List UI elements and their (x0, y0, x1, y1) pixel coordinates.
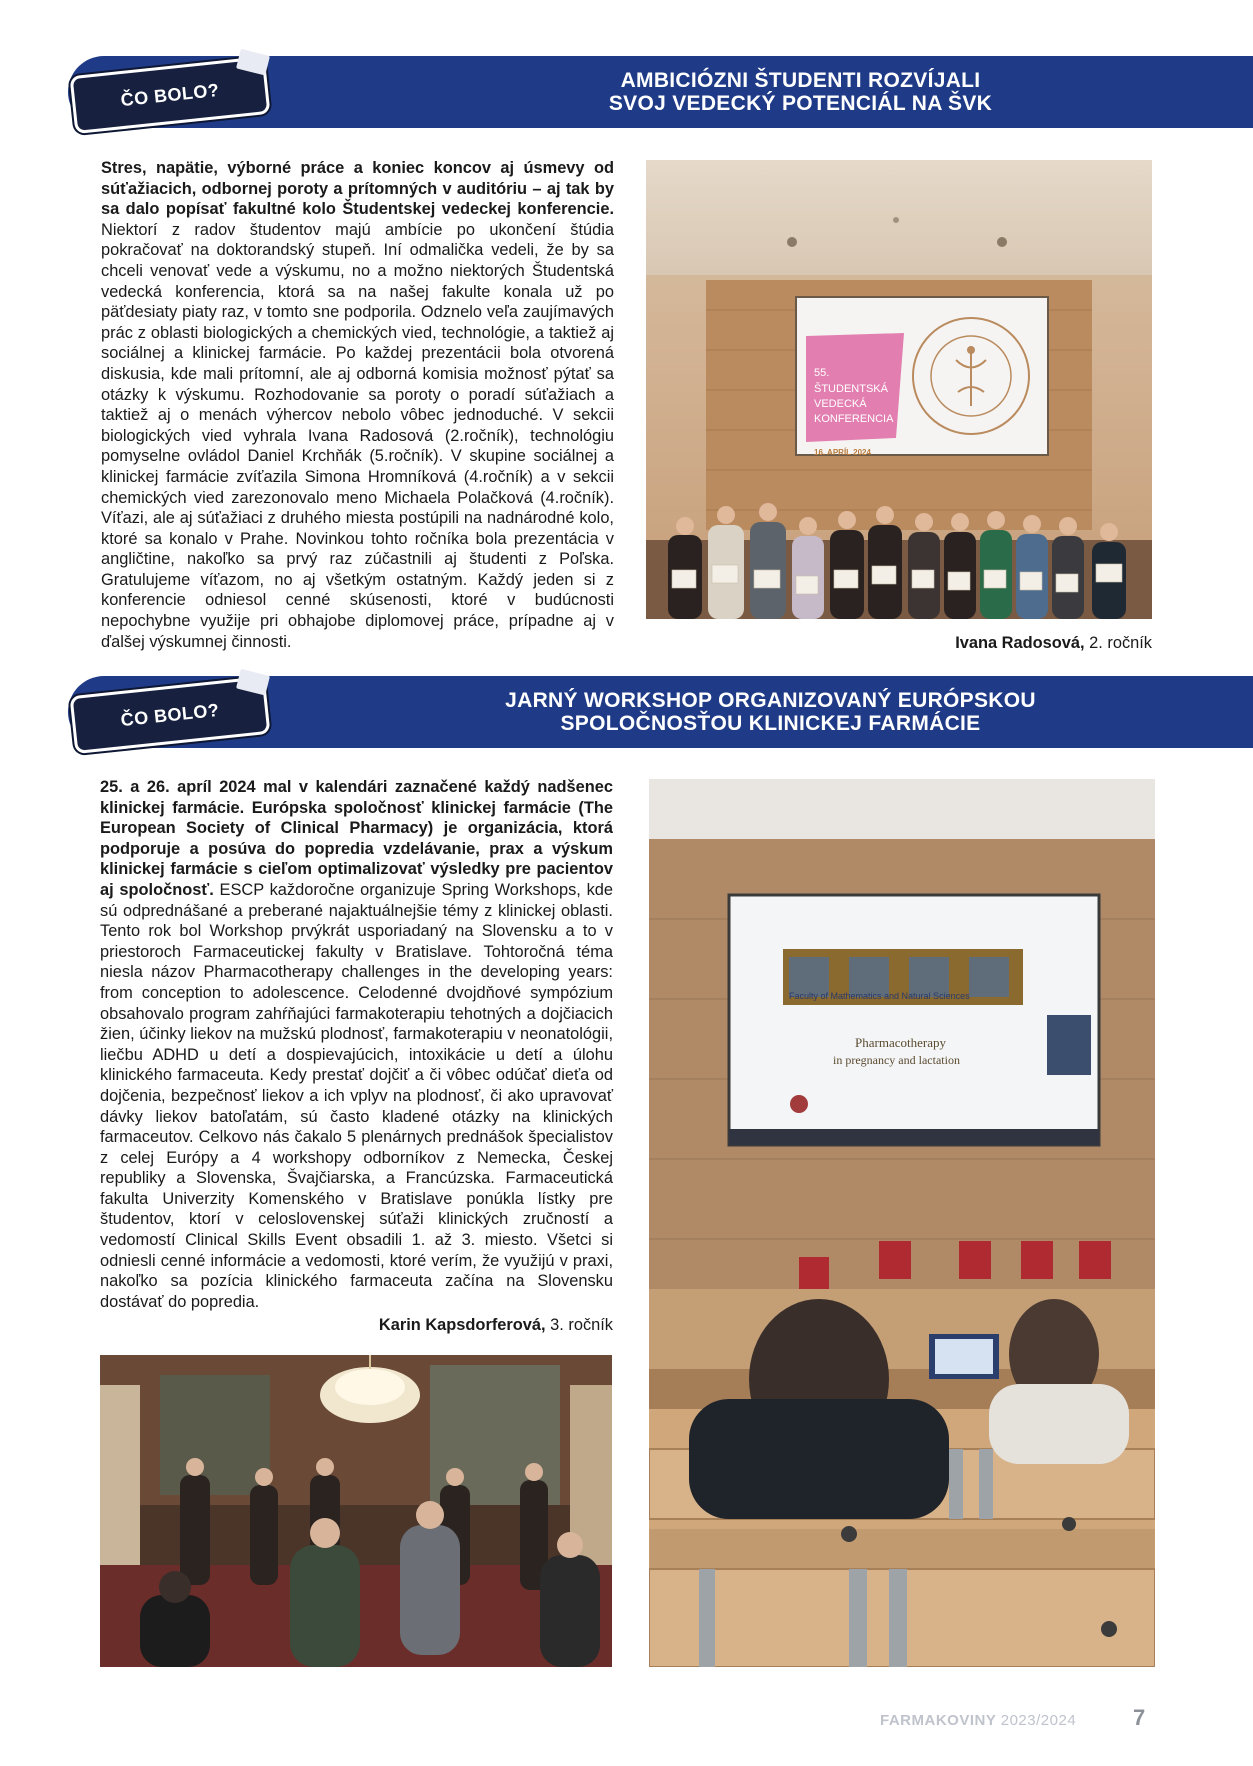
slide-line3: VEDECKÁ (814, 398, 867, 410)
section1-author-year: 2. ročník (1089, 634, 1152, 652)
section2-author-year: 3. ročník (550, 1316, 613, 1334)
section1-title (368, 56, 1233, 128)
section2-lead: 25. a 26. apríl 2024 mal v kalendári zaznačené každý nadšenec klinickej farmácie. Európska spoločnosť klinickej farmácie (The European Society of Clinical Pharmacy) je organizácia, ktorá podporuje a posúva do popredia vzdelávanie, prax a výskum klinickej farmácie s cieľom optimalizovať výsledky pre pacientov aj spoločnosť. (100, 778, 613, 899)
footer-magazine-year: 2023/2024 (1000, 1712, 1077, 1729)
section1-author (880, 634, 1152, 653)
slide-date: 16. APRÍL 2024 (814, 448, 871, 457)
tag-fold-decoration (236, 49, 270, 76)
footer-magazine (880, 1712, 1076, 1729)
conference-photo-svg (646, 160, 1152, 619)
slide-line4: KONFERENCIA (814, 413, 894, 425)
university-logo (790, 1095, 808, 1113)
section1-body: Niektorí z radov študentov majú ambície po ukončení štúdia pokračovať na doktorandský stupeň. Iní odmalička vedeli, že by sa chceli venovať vede a výskumu, no a možno niektorých Študentská vedecká konferencia, ktorá sa na našej fakulte konala už po päťdesiaty piaty raz, v tomto sne podporila. Odznelo veľa zaujímavých prác z oblasti biologických a chemických vied, technológie, a taktiež aj sociálnej a klinickej farmácie. Po každej prezentácii bola otvorená diskusia, kde mali prítomní, ale aj odborná komisia možnosť pýtať sa otázky k výskumu. Rozhodovanie sa poroty o poradí súťažiach a taktiež aj o menách výhercov nebolo vôbec jednoduché. V sekcii biologických vied vyhrala Ivana Radosová (2.ročník), technológiu pomyselne ovládol Daniel Krchňák (5.ročník). V skupine sociálnej a klinickej farmácie zvíťazila Simona Hromníková (4.ročník) a v sekcii chemických vied zarezonovalo meno Michaela Polačková (4.ročník). Víťazi, ale aj súťažiaci z druhého miesta postúpili na nadnárodné kolo, ktoré sa konalo v Prahe. Novinkou tohto ročníka bola prezentácia v angličtine, nakoľko sa prvý raz zúčastnili aj študenti z Poľska. Gratulujeme víťazom, no aj všetkým ostatným. Každý jeden si z konferencie odniesol cenné skúsenosti, ktoré v budúcnosti nepochybne využije pri obhajobe diplomovej práce, prípadne aj v ďalšej výskumnej činnosti. (101, 220, 614, 651)
section2-body: ESCP každoročne organizuje Spring Workshops, kde sú odprednášané a preberané najaktuálnejšie témy z klinickej oblasti. Tento rok bol Workshop prvýkrát usporiadaný na Slovensku a to v priestoroch Farmaceutickej fakulty v Bratislave. Tohtoročná téma niesla názov Pharmacotherapy challenges in the developing years: from conception to adolescence. Celodenné dvojdňové sympózium obsahovalo program zahŕňajúci farmakoterapiu tehotných a dojčiacich žien, účinky liekov na mužskú plodnosť, farmakoterapiu v neonatológii, liečbu ADHD u detí a dospievajúcich, intoxikácie u detí a úlohu klinického farmaceuta. Kedy prestať dojčiť a či vôbec odúčať dieťa od dojčenia, bezpečnosť liekov a ich vplyv na plodnosť, či ako upravovať dávky liekov batoľatám, sú často kladené otázky na klinických farmaceutov. Celkovo nás čakalo 5 plenárnych prednášok špecialistov z celej Európy a 4 workshopy odborníkov z Nemecka, Českej republiky a Slovenska, Švajčiarska, a Francúzska. Farmaceutická fakulta Univerzity Komenského v Bratislave ponúkla lístky pre študentov, ktorí v celoslovenskej súťaži klinických zručností a vedomostí Clinical Skills Event obsadili 1. až 3. miesto. Všetci si odniesli cenné informácie a vedomosti, ktoré verím, že využijú v praxi, nakoľko sa pozícia klinického farmaceuta začína na Slovensku dostávať do popredia. (100, 880, 613, 1311)
section2-article (100, 777, 613, 1312)
section1-title-line1: AMBICIÓZNI ŠTUDENTI ROZVÍJALI (620, 69, 981, 92)
section2-title-line1: JARNÝ WORKSHOP ORGANIZOVANÝ EURÓPSKOU (505, 689, 1036, 712)
section2-title (308, 676, 1233, 748)
reception-photo (100, 1355, 612, 1667)
slide-line1: 55. (814, 367, 830, 379)
conference-photo (646, 160, 1152, 619)
section2-title-line2: SPOLOČNOSŤOU KLINICKEJ FARMÁCIE (560, 712, 981, 735)
screen-header: Faculty of Mathematics and Natural Sciences (789, 991, 970, 1001)
reception-photo-svg (100, 1355, 612, 1667)
section2-author (300, 1316, 613, 1335)
page-number: 7 (1133, 1705, 1146, 1730)
lecture-hall-photo-svg (649, 779, 1155, 1667)
section2-tag-label: ČO BOLO? (119, 699, 221, 730)
footer-magazine-name: FARMAKOVINY (880, 1712, 997, 1729)
section2-author-name: Karin Kapsdorferová, (378, 1316, 546, 1334)
section1-article (101, 158, 614, 652)
screen-title-line1: Pharmacotherapy (855, 1035, 946, 1050)
screen-title-line2: in pregnancy and lactation (833, 1053, 960, 1067)
section1-lead: Stres, napätie, výborné práce a koniec koncov aj úsmevy od súťažiacich, odbornej poroty a prítomných v auditóriu – aj tak by sa dalo popísať fakultné kolo Študentskej vedeckej konferencie. (101, 159, 614, 219)
tag-fold-decoration (236, 669, 270, 696)
slide-line2: ŠTUDENTSKÁ (814, 383, 888, 395)
section1-author-name: Ivana Radosová, (955, 634, 1085, 652)
conference-seal-logo (913, 318, 1029, 434)
section1-title-line2: SVOJ VEDECKÝ POTENCIÁL NA ŠVK (608, 92, 993, 115)
section1-tag-label: ČO BOLO? (119, 79, 221, 110)
lecture-hall-photo (649, 779, 1155, 1667)
